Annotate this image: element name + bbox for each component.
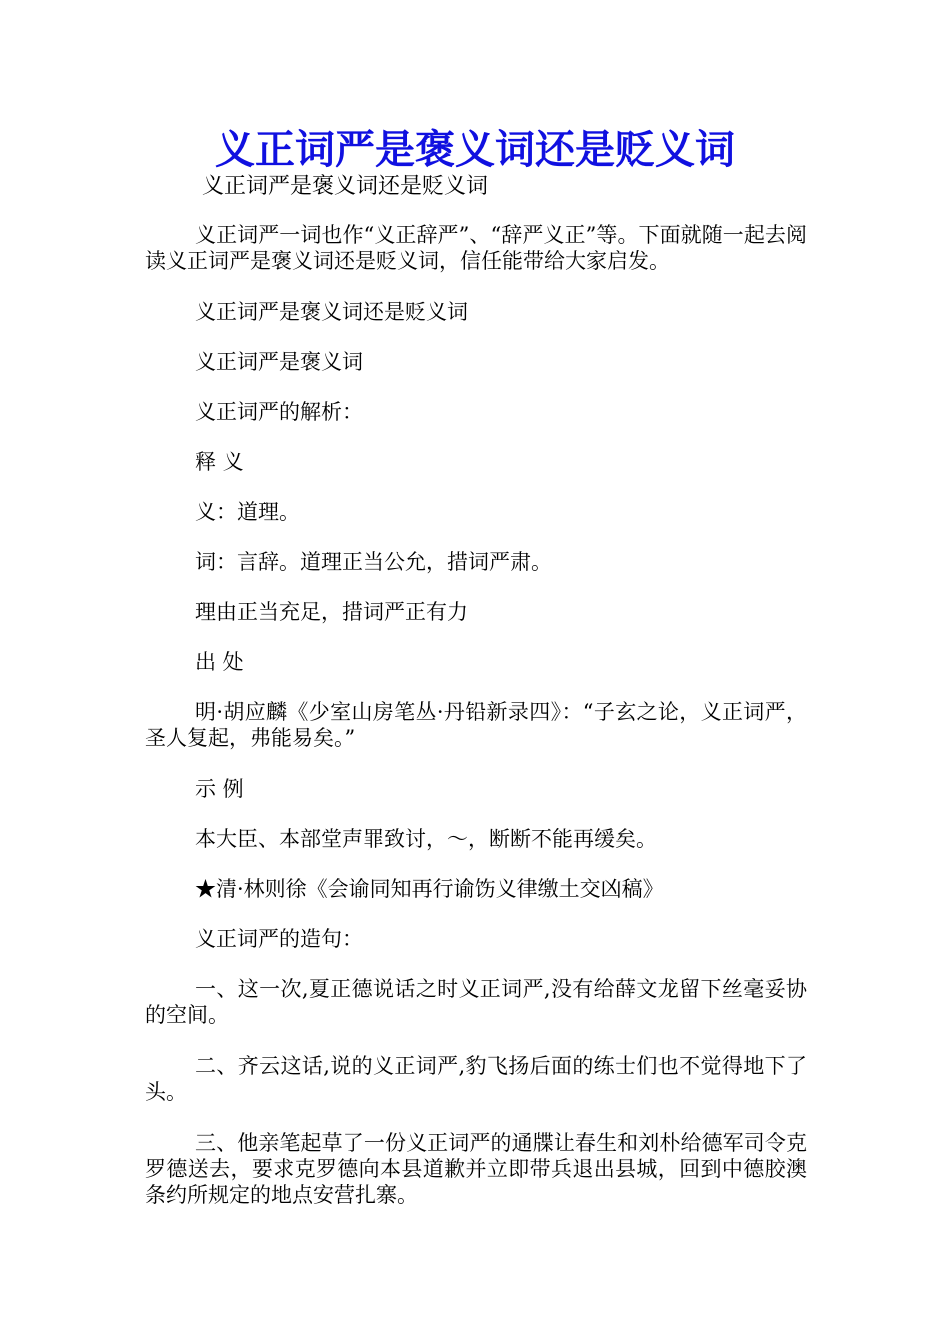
paragraph-example: 本大臣、本部堂声罪致讨，～，断断不能再缓矣。 bbox=[195, 827, 657, 851]
paragraph-source: 明·胡应麟《少室山房笔丛·丹铅新录四》：“子玄之论，义正词严，圣人复起，弗能易矣。” bbox=[145, 700, 807, 750]
document-body bbox=[145, 222, 807, 1233]
paragraph-answer: 义正词严是褒义词 bbox=[195, 350, 363, 374]
paragraph-definition-heading: 释 义 bbox=[195, 450, 244, 474]
paragraph-meaning: 理由正当充足，措词严正有力 bbox=[195, 600, 468, 624]
document-subtitle: 义正词严是褒义词还是贬义词 bbox=[202, 174, 489, 199]
paragraph-example-heading: 示 例 bbox=[195, 777, 244, 801]
paragraph-sentence-2: 二、齐云这话,说的义正词严,豹飞扬后面的练士们也不觉得地下了头。 bbox=[145, 1054, 807, 1104]
document-title: 义正词严是褒义词还是贬义词 bbox=[215, 126, 735, 173]
paragraph-sentence-3: 三、他亲笔起草了一份义正词严的通牒让春生和刘朴给德军司令克罗德送去，要求克罗德向本县道歉并立即带兵退出县城，回到中德胶澳条约所规定的地点安营扎寨。 bbox=[145, 1131, 807, 1207]
paragraph-analysis-heading: 义正词严的解析： bbox=[195, 400, 363, 424]
paragraph-intro: 义正词严一词也作“义正辞严”、“辞严义正”等。下面就随一起去阅读义正词严是褒义词还是贬义词，信任能带给大家启发。 bbox=[145, 223, 807, 273]
paragraph-source-heading: 出 处 bbox=[195, 650, 244, 674]
paragraph-example-source: ★清·林则徐《会谕同知再行谕饬义律缴土交凶稿》 bbox=[195, 877, 664, 901]
paragraph-definition-ci: 词：言辞。道理正当公允，措词严肃。 bbox=[195, 550, 552, 574]
paragraph-heading: 义正词严是褒义词还是贬义词 bbox=[195, 300, 468, 324]
paragraph-sentence-1: 一、这一次,夏正德说话之时义正词严,没有给薛文龙留下丝毫妥协的空间。 bbox=[145, 977, 807, 1027]
paragraph-sentences-heading: 义正词严的造句： bbox=[195, 927, 363, 951]
paragraph-definition-yi: 义：道理。 bbox=[195, 500, 300, 524]
